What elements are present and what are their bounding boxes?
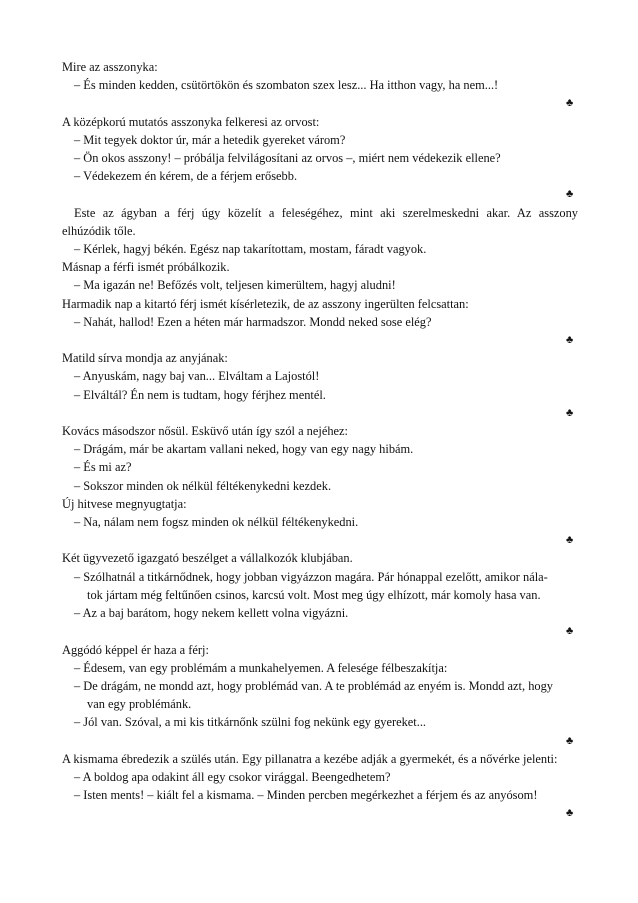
section-separator-club-icon: ♣: [566, 188, 574, 201]
section-separator-club-icon: ♣: [566, 334, 574, 347]
dialogue-line: – Az a baj barátom, hogy nekem kellett volna vigyázni.: [74, 606, 349, 621]
dialogue-line: – Ma igazán ne! Befőzés volt, teljesen kimerültem, hagyj aludni!: [74, 278, 396, 293]
narration-line: A középkorú mutatós asszonyka felkeresi az orvost:: [62, 114, 320, 129]
narration-line: Matild sírva mondja az anyjának:: [62, 351, 228, 366]
narration-line: elhúzódik tőle.: [62, 223, 136, 238]
narration-line: Kovács másodszor nősül. Esküvő után így szól a nejéhez:: [62, 424, 348, 439]
narration-line: Másnap a férfi ismét próbálkozik.: [62, 260, 230, 275]
section-separator-club-icon: ♣: [566, 625, 574, 638]
narration-line: Aggódó képpel ér haza a férj:: [62, 642, 209, 657]
section-separator-club-icon: ♣: [566, 406, 574, 419]
dialogue-line: – Szólhatnál a titkárnődnek, hogy jobban vigyázzon magára. Pár hónappal ezelőtt, amikor nála-: [74, 569, 548, 584]
dialogue-line: – Jól van. Szóval, a mi kis titkárnőnk szülni fog nekünk egy gyereket...: [74, 715, 427, 730]
narration-line: Este az ágyban a férj úgy közelít a feleségéhez, mint aki szerelmeskedni akar. Az asszony: [74, 205, 578, 220]
dialogue-line: – Anyuskám, nagy baj van... Elváltam a Lajostól!: [74, 369, 320, 384]
narration-line: Mire az asszonyka:: [62, 60, 158, 74]
dialogue-line: – Na, nálam nem fogsz minden ok nélkül féltékenykedni.: [74, 515, 359, 530]
narration-line: Harmadik nap a kitartó férj ismét kísérletezik, de az asszony ingerülten felcsattan:: [62, 296, 469, 311]
dialogue-continuation-line: tok jártam még feltűnően csinos, karcsú volt. Most meg úgy elhízott, már komoly hasa van.: [87, 587, 541, 602]
section-separator-club-icon: ♣: [566, 734, 574, 747]
dialogue-line: – És minden kedden, csütörtökön és szombaton szex lesz... Ha itthon vagy, ha nem...!: [74, 78, 499, 93]
narration-line: Két ügyvezető igazgató beszélget a vállalkozók klubjában.: [62, 551, 353, 566]
dialogue-line: – Elváltál? Én nem is tudtam, hogy férjhez mentél.: [74, 387, 326, 402]
dialogue-line: – Sokszor minden ok nélkül féltékenykedni kezdek.: [74, 478, 332, 493]
dialogue-line: – Mit tegyek doktor úr, már a hetedik gyereket várom?: [74, 132, 346, 147]
dialogue-line: – Kérlek, hagyj békén. Egész nap takarítottam, mostam, fáradt vagyok.: [74, 242, 427, 257]
dialogue-line: – Édesem, van egy problémám a munkahelyemen. A felesége félbeszakítja:: [74, 660, 448, 675]
section-separator-club-icon: ♣: [566, 97, 574, 110]
narration-line: A kismama ébredezik a szülés után. Egy pillanatra a kezébe adják a gyermekét, és a nővérke jelenti:: [62, 751, 558, 766]
document-page: [62, 58, 578, 823]
narration-line: Új hitvese megnyugtatja:: [62, 496, 187, 511]
dialogue-line: – Drágám, már be akartam vallani neked, hogy van egy nagy hibám.: [74, 442, 414, 457]
dialogue-line: – Védekezem én kérem, de a férjem erősebb.: [74, 169, 298, 184]
section-separator-club-icon: ♣: [566, 807, 574, 820]
dialogue-line: – De drágám, ne mondd azt, hogy problémád van. A te problémád az enyém is. Mondd azt, hogy: [74, 678, 553, 693]
dialogue-line: – Ön okos asszony! – próbálja felvilágosítani az orvos –, miért nem védekezik ellene?: [74, 151, 501, 166]
dialogue-line: – Isten ments! – kiált fel a kismama. – Minden percben megérkezhet a férjem és az anyósom!: [74, 788, 538, 803]
dialogue-line: – És mi az?: [74, 460, 132, 475]
dialogue-continuation-line: van egy problémánk.: [87, 697, 192, 712]
section-separator-club-icon: ♣: [566, 534, 574, 547]
dialogue-line: – A boldog apa odakint áll egy csokor virággal. Beengedhetem?: [74, 769, 391, 784]
dialogue-line: – Nahát, hallod! Ezen a héten már harmadszor. Mondd neked sose elég?: [74, 314, 432, 329]
